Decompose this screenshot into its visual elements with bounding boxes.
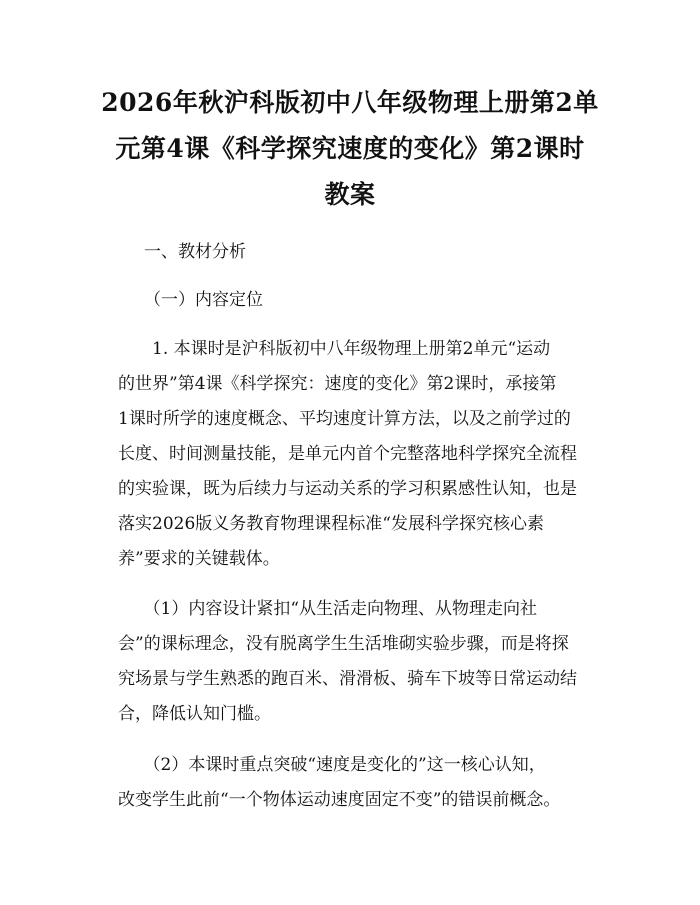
paragraph-3: [118, 748, 588, 818]
paragraph-line: 的实验课，既为后续力与运动关系的学习积累感性认知，也是: [118, 479, 577, 499]
paragraph-line: 的世界”第4课《科学探究：速度的变化》第2课时，承接第: [118, 374, 557, 394]
title-line-1: 2026年秋沪科版初中八年级物理上册第2单: [101, 88, 599, 117]
document-title: [90, 80, 610, 218]
paragraph-2: [118, 592, 588, 732]
paragraph-line: （2）本课时重点突破“速度是变化的”这一核心认知，: [118, 755, 546, 775]
paragraph-line: 1课时所学的速度概念、平均速度计算方法，以及之前学过的: [118, 409, 571, 429]
paragraph-line: 改变学生此前“一个物体运动速度固定不变”的错误前概念。: [118, 790, 561, 810]
paragraph-line: 合，降低认知门槛。: [118, 704, 271, 724]
section-heading-textbook-analysis: 一、教材分析: [144, 242, 246, 262]
paragraph-line: 养”要求的关键载体。: [118, 549, 280, 569]
paragraph-line: （1）内容设计紧扣“从生活走向物理、从物理走向社: [118, 599, 538, 619]
paragraph-1: [118, 332, 588, 577]
paragraph-line: 长度、时间测量技能，是单元内首个完整落地科学探究全流程: [118, 444, 577, 464]
title-line-3: 教案: [324, 180, 376, 209]
paragraph-line: 落实2026版义务教育物理课程标准“发展科学探究核心素: [118, 514, 544, 534]
title-line-2: 元第4课《科学探究速度的变化》第2课时: [115, 134, 585, 163]
paragraph-line: 究场景与学生熟悉的跑百米、滑滑板、骑车下坡等日常运动结: [118, 669, 577, 689]
subsection-heading-content-positioning: （一）内容定位: [144, 290, 263, 310]
paragraph-line: 会”的课标理念，没有脱离学生生活堆砌实验步骤，而是将探: [118, 634, 569, 654]
paragraph-line: 1. 本课时是沪科版初中八年级物理上册第2单元“运动: [118, 339, 551, 359]
